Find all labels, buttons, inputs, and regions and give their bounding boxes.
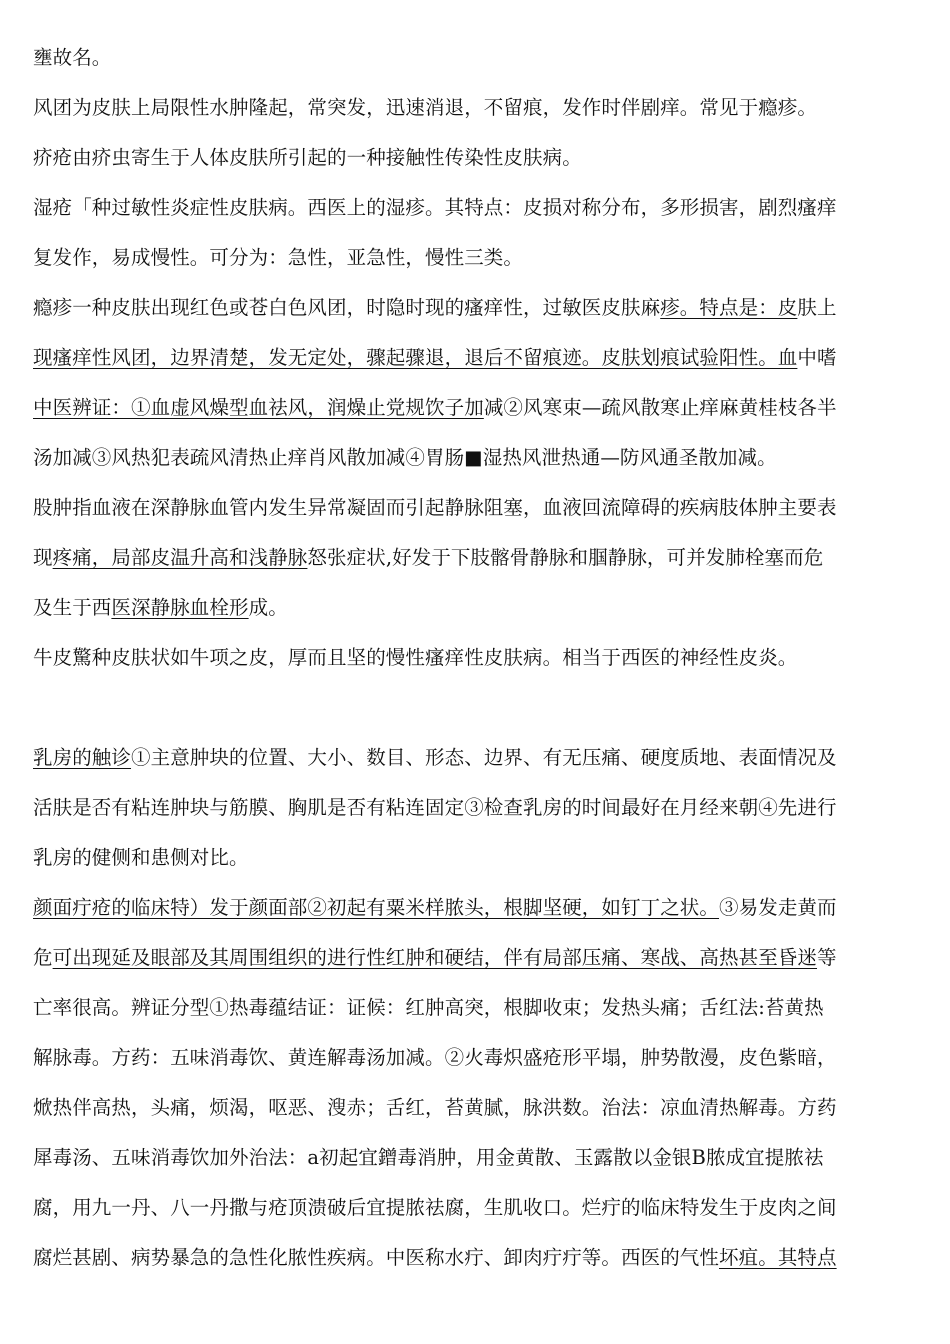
text-segment: 活肤是否有粘连肿块与筋膜、胸肌是否有粘连固定③检查乳房的时间最好在月经来朝④先进行 [33,796,837,819]
text-line [33,242,948,274]
text-segment: 及生于西 [33,596,112,619]
text-line [33,1242,948,1274]
text-segment: 牛皮驚种皮肤状如牛项之皮，厚而且坚的慢性瘙痒性皮肤病。相当于西医的神经性皮炎。 [33,646,798,669]
text-segment: 犀毒汤、五味消毒饮加外治法：a初起宜鏳毒消肿，用金黄散、玉露散以金银B脓成宜提脓祛 [33,1146,824,1169]
underlined-text: 颜面疔疮的临床特）发于颜面部②初起有粟米样脓头，根脚坚硬，如钉丁之状。 [33,896,720,919]
text-line [33,642,948,674]
text-line [33,292,948,324]
text-segment: 瘾疹一种皮肤出现红色或苍白色风团，时隐时现的瘙痒性，过敏医皮肤麻 [33,296,661,319]
text-segment: 腐烂甚剧、病势暴急的急性化脓性疾病。中医称水疔、卸肉疔疔等。西医的气性 [33,1246,720,1269]
text-segment: 复发作，易成慢性。可分为：急性，亚急性，慢性三类。 [33,246,524,269]
text-line [33,742,948,774]
text-line [33,392,948,424]
underlined-text: 乳房的触诊 [33,746,132,769]
text-segment: 腐，用九一丹、八一丹撒与疮顶溃破后宜提脓祛腐，生肌收口。烂疔的临床特发生于皮肉之间 [33,1196,837,1219]
text-segment: 焮热伴高热，头痛，烦渴，呕恶、溲赤；舌红，苔黄腻，脉洪数。治法：凉血清热解毒。方药 [33,1096,837,1119]
text-line [33,42,948,74]
text-line [33,92,948,124]
text-segment: 解脉毒。方药：五味消毒饮、黄连解毒汤加减。②火毒炽盛疮形平塌，肿势散漫，皮色紫暗， [33,1046,837,1069]
text-segment: ③易发走黄而 [719,896,837,919]
text-segment: 减②风寒束—疏风散寒止痒麻黄桂枝各半 [483,396,837,419]
text-segment: 壅故名。 [33,46,112,69]
underlined-text: 可出现延及眼部及其周围组织的进行性红肿和硬结，伴有局部压痛、寒战、高热甚至昏迷 [52,946,818,969]
underlined-text: 现瘙痒性风团，边界清楚，发无定处，骤起骤退，退后不留痕迹。皮肤划痕试验阳性。血 [33,346,798,369]
text-line [33,1142,948,1174]
text-segment: 肤上 [797,296,837,319]
underlined-text: 疼痛，局部皮温升高和浅静脉 [52,546,308,569]
text-line [33,842,948,874]
text-line [33,492,948,524]
text-segment: 等 [817,946,837,969]
underlined-text: 疹。特点是：皮 [660,296,798,319]
text-line [33,592,948,624]
text-segment: 汤加减③风热犯表疏风清热止痒肖风散加减④胃肠■湿热风泄热通—防风通圣散加减。 [33,446,777,469]
text-segment: 怒张症状,好发于下肢髂骨静脉和腘静脉，可并发肺栓塞而危 [307,546,824,569]
text-segment: 现 [33,546,53,569]
underlined-text: 中医辨证：①血虚风燥型血祛风，润燥止党规饮子加 [33,396,484,419]
text-segment: 危 [33,946,53,969]
text-segment: 成。 [248,596,288,619]
underlined-text: 医深静脉血栓形 [111,596,249,619]
text-segment: 风团为皮肤上局限性水肿隆起，常突发，迅速消退，不留痕，发作时伴剧痒。常见于瘾疹。 [33,96,818,119]
text-line [33,1092,948,1124]
text-line [33,1042,948,1074]
text-line [33,142,948,174]
text-segment: 亡率很高。辨证分型①热毒蕴结证：证候：红肿高突，根脚收束；发热头痛；舌红法:苔黄热 [33,996,824,1019]
text-line [33,342,948,374]
text-line [33,442,948,474]
underlined-text: 坏疽。其特点 [719,1246,837,1269]
text-segment: 中嗜 [797,346,837,369]
text-line [33,942,948,974]
text-line [33,892,948,924]
text-line [33,542,948,574]
text-line [33,992,948,1024]
text-segment: 湿疮「种过敏性炎症性皮肤病。西医上的湿疹。其特点：皮损对称分布，多形损害，剧烈瘙痒 [33,196,837,219]
text-segment: ①主意肿块的位置、大小、数目、形态、边界、有无压痛、硬度质地、表面情况及 [131,746,837,769]
text-segment: 乳房的健侧和患侧对比。 [33,846,249,869]
text-line [33,792,948,824]
text-segment: 疥疮由疥虫寄生于人体皮肤所引起的一种接触性传染性皮肤病。 [33,146,582,169]
text-segment: 股肿指血液在深静脉血管内发生异常凝固而引起静脉阻塞，血液回流障碍的疾病肢体肿主要表 [33,496,837,519]
text-line [33,1192,948,1224]
text-line [33,192,948,224]
